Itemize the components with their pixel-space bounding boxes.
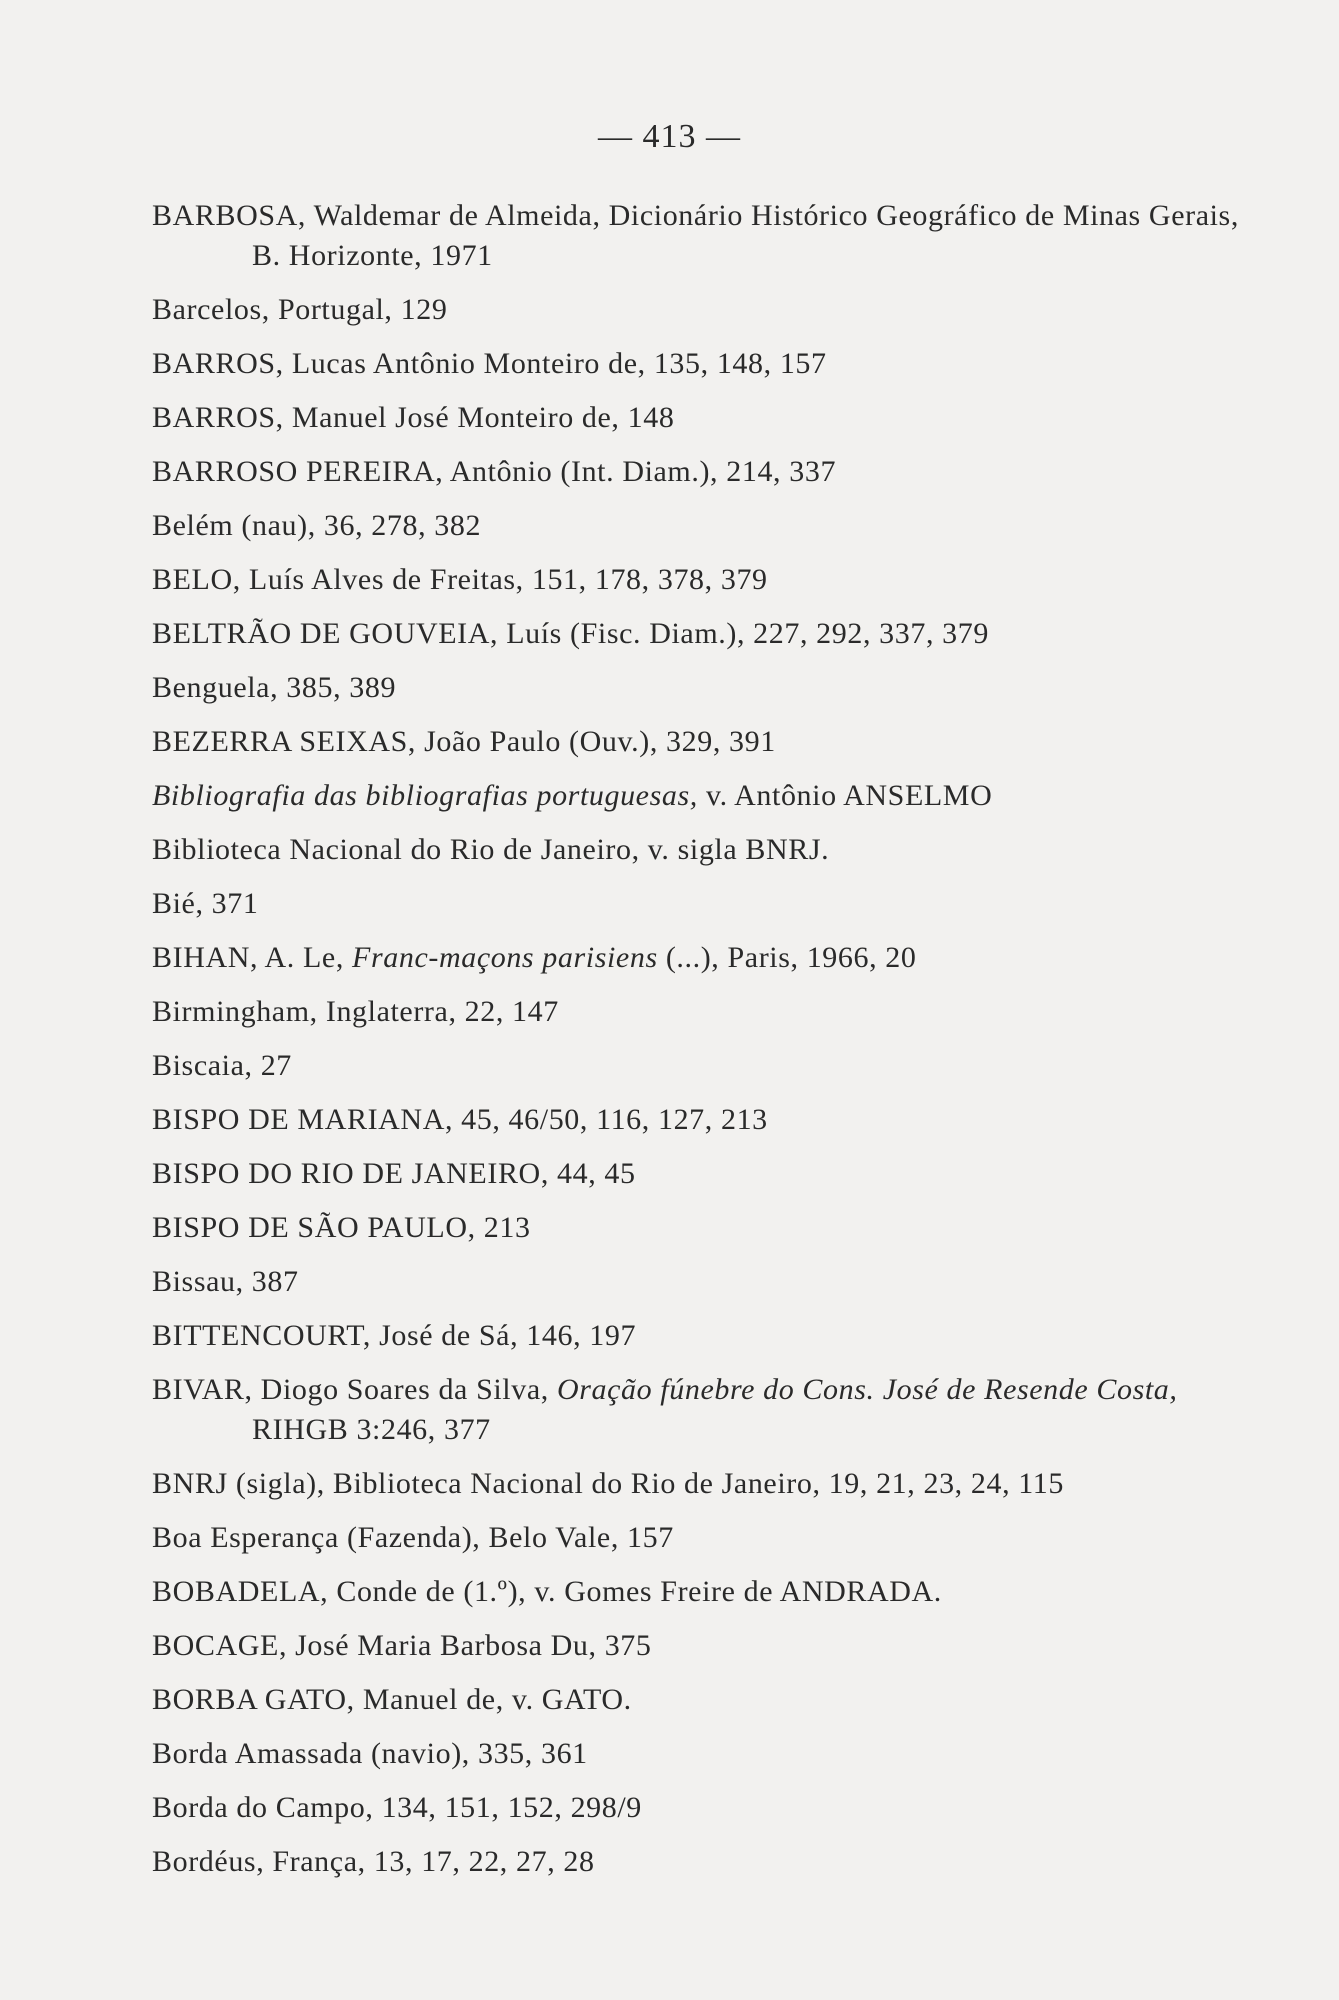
entry-text: Birmingham, Inglaterra, 22, 147 — [152, 995, 559, 1028]
entry-text: BARROS, Lucas Antônio Monteiro de, 135, 148, 157 — [152, 347, 827, 380]
index-entry — [152, 1518, 1242, 1558]
entry-text: (...), Paris, 1966, 20 — [657, 941, 917, 974]
entry-text: Biscaia, 27 — [152, 1049, 292, 1082]
page-number: — 413 — — [598, 118, 741, 155]
index-entry — [152, 1788, 1242, 1828]
index-entry — [152, 668, 1242, 708]
entry-text: BOCAGE, José Maria Barbosa Du, 375 — [152, 1629, 652, 1662]
entry-text: BIVAR, Diogo Soares da Silva, — [152, 1373, 557, 1406]
index-entry — [152, 776, 1242, 816]
entry-text: Barcelos, Portugal, 129 — [152, 293, 448, 326]
index-entry — [152, 560, 1242, 600]
entry-text: Bié, 371 — [152, 887, 259, 920]
index-entry — [152, 1154, 1242, 1194]
index-entry — [152, 884, 1242, 924]
entry-text: BELTRÃO DE GOUVEIA, Luís (Fisc. Diam.), 227, 292, 337, 379 — [152, 617, 989, 650]
index-entry — [152, 1842, 1242, 1882]
entry-title-italic: Bibliografia das bibliografias portuguesas, — [152, 779, 698, 812]
index-entry — [152, 1680, 1242, 1720]
entry-text: Borda Amassada (navio), 335, 361 — [152, 1737, 588, 1770]
index-entry — [152, 1316, 1242, 1356]
index-entry — [152, 992, 1242, 1032]
index-entry — [152, 1046, 1242, 1086]
entry-text: BIHAN, A. Le, — [152, 941, 353, 974]
index-entry — [152, 344, 1242, 384]
entry-text: BISPO DE SÃO PAULO, 213 — [152, 1211, 531, 1244]
index-entry — [152, 506, 1242, 546]
entry-text: Bissau, 387 — [152, 1265, 299, 1298]
index-entry — [152, 1734, 1242, 1774]
index-entry — [152, 830, 1242, 870]
index-entry — [152, 1572, 1242, 1612]
entry-text: BARROS, Manuel José Monteiro de, 148 — [152, 401, 675, 434]
index-entry — [152, 722, 1242, 762]
entry-text: BOBADELA, Conde de (1.º), v. Gomes Freire de ANDRADA. — [152, 1575, 942, 1608]
index-entry — [152, 1370, 1242, 1450]
entry-title-italic: Franc-maçons parisiens — [352, 941, 658, 974]
entry-text: RIHGB 3:246, 377 — [252, 1413, 491, 1446]
entry-text: BELO, Luís Alves de Freitas, 151, 178, 378, 379 — [152, 563, 768, 596]
index-entry — [152, 290, 1242, 330]
entry-text: BARBOSA, Waldemar de Almeida, Dicionário Histórico Geográfico de Minas Gerais, B. Horizonte, 1971 — [152, 199, 1239, 272]
index-entry — [152, 1262, 1242, 1302]
entry-text: Bordéus, França, 13, 17, 22, 27, 28 — [152, 1845, 595, 1878]
index-entry — [152, 1626, 1242, 1666]
entry-text: Biblioteca Nacional do Rio de Janeiro, v. sigla BNRJ. — [152, 833, 830, 866]
entry-text: BISPO DE MARIANA, 45, 46/50, 116, 127, 213 — [152, 1103, 768, 1136]
index-entry — [152, 398, 1242, 438]
entry-text: BORBA GATO, Manuel de, v. GATO. — [152, 1683, 632, 1716]
entry-title-italic: Oração fúnebre do Cons. José de Resende Costa, — [556, 1373, 1178, 1406]
entry-text: BEZERRA SEIXAS, João Paulo (Ouv.), 329, 391 — [152, 725, 776, 758]
entry-text: Belém (nau), 36, 278, 382 — [152, 509, 482, 542]
entry-text: Boa Esperança (Fazenda), Belo Vale, 157 — [152, 1521, 674, 1554]
index-list — [152, 196, 1242, 1882]
index-entry — [152, 452, 1242, 492]
entry-text: Benguela, 385, 389 — [152, 671, 397, 704]
index-entry — [152, 938, 1242, 978]
index-entry — [152, 1464, 1242, 1504]
entry-text: BARROSO PEREIRA, Antônio (Int. Diam.), 214, 337 — [152, 455, 837, 488]
entry-text: BNRJ (sigla), Biblioteca Nacional do Rio de Janeiro, 19, 21, 23, 24, 115 — [152, 1467, 1064, 1500]
entry-text: BITTENCOURT, José de Sá, 146, 197 — [152, 1319, 637, 1352]
entry-text: v. Antônio ANSELMO — [697, 779, 993, 812]
index-entry — [152, 196, 1242, 276]
index-entry — [152, 1208, 1242, 1248]
entry-text: Borda do Campo, 134, 151, 152, 298/9 — [152, 1791, 642, 1824]
index-entry — [152, 614, 1242, 654]
index-entry — [152, 1100, 1242, 1140]
entry-text: BISPO DO RIO DE JANEIRO, 44, 45 — [152, 1157, 636, 1190]
